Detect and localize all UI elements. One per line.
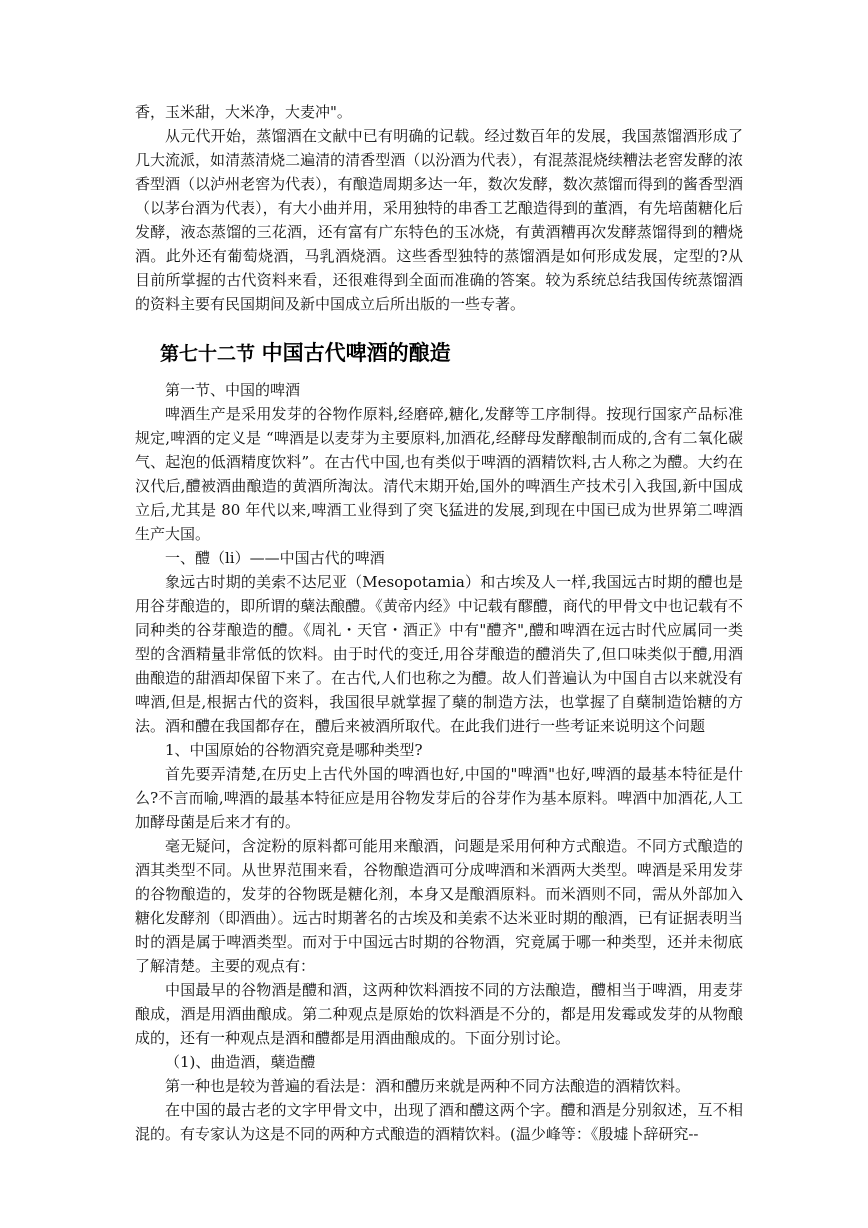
subsection-heading-1: 第一节、中国的啤酒	[165, 381, 301, 399]
question-heading-1: 1、中国原始的谷物酒究竟是哪种类型?	[165, 741, 423, 759]
distilled-liquor-section	[135, 124, 743, 316]
section-number: 第七十二节	[160, 343, 256, 365]
paragraph-beer-definition: 啤酒生产是采用发芽的谷物作原料,经磨碎,糖化,发酵等工序制得。按现行国家产品标准规定,啤酒的定义是 “啤酒是以麦芽为主要原料,加酒花,经酵母发酵酿制而成的,含有二氧化碳气、起泡的低酒精度饮料”。在古代中国,也有类似于啤酒的酒精饮料,古人称之为醴。大约在汉代后,醴被酒曲酿造的黄酒所淘汰。清代末期开始,国外的啤酒生产技术引入我国,新中国成立后,尤其是 80 年代以来,啤酒工业得到了突飞猛进的发展,到现在中国已成为世界第二啤酒生产大国。	[135, 405, 743, 543]
question-heading-2: （1)、曲造酒，蘖造醴	[165, 1053, 316, 1071]
paragraph-viewpoints: 中国最早的谷物酒是醴和酒，这两种饮料酒按不同的方法酿造，醴相当于啤酒，用麦芽酿成，酒是用酒曲酿成。第二种观点是原始的饮料酒是不分的，都是用发霉或发芽的从物酿成的，还有一种观点是酒和醴都是用酒曲酿成的。下面分别讨论。	[135, 981, 743, 1047]
section-heading	[160, 340, 451, 367]
continued-text-line: 香，玉米甜，大米净，大麦冲"。	[135, 103, 352, 121]
intro-line	[135, 100, 743, 124]
paragraph-beer-feature: 首先要弄清楚,在历史上古代外国的啤酒也好,中国的"啤酒"也好,啤酒的最基本特征是什么?不言而喻,啤酒的最基本特征应是用谷物发芽后的谷芽作为基本原料。啤酒中加酒花,人工加酵母菌是后来才有的。	[135, 765, 743, 831]
paragraph-brewing-types: 毫无疑问，含淀粉的原料都可能用来酿酒，问题是采用何种方式酿造。不同方式酿造的酒其类型不同。从世界范围来看，谷物酿造酒可分成啤酒和米酒两大类型。啤酒是采用发芽的谷物酿造的，发芽的谷物既是糖化剂，本身又是酿酒原料。而米酒则不同，需从外部加入糖化发酵剂（即酒曲）。远古时期著名的古埃及和美索不达米亚时期的酿酒，已有证据表明当时的酒是属于啤酒类型。而对于中国远古时期的谷物酒，究竟属于哪一种类型，还并未彻底了解清楚。主要的观点有：	[135, 837, 743, 975]
section-title: 中国古代啤酒的酿造	[261, 341, 451, 365]
paragraph-yuan-dynasty: 从元代开始，蒸馏酒在文献中已有明确的记载。经过数百年的发展，我国蒸馏酒形成了几大流派，如清蒸清烧二遍清的清香型酒（以汾酒为代表），有混蒸混烧续糟法老窖发酵的浓香型酒（以泸州老窖为代表），有酿造周期多达一年，数次发酵，数次蒸馏而得到的酱香型酒（以茅台酒为代表），有大小曲并用，采用独特的串香工艺酿造得到的董酒，有先培菌糖化后发酵，液态蒸馏的三花酒，还有富有广东特色的玉冰烧，有黄酒糟再次发酵蒸馏得到的糟烧酒。此外还有葡萄烧酒，马乳酒烧酒。这些香型独特的蒸馏酒是如何形成发展，定型的?从目前所掌握的古代资料来看，还很难得到全面而准确的答案。较为系统总结我国传统蒸馏酒的资料主要有民国期间及新中国成立后所出版的一些专著。	[135, 127, 743, 313]
paragraph-ancient-li: 象远古时期的美索不达尼亚（Mesopotamia）和古埃及人一样,我国远古时期的醴也是用谷芽酿造的，即所谓的蘖法酿醴。《黄帝内经》中记载有醪醴，商代的甲骨文中也记载有不同种类的谷芽酿造的醴。《周礼・天官・酒正》中有"醴齐",醴和啤酒在远古时代应属同一类型的含酒精量非常低的饮料。由于时代的变迁,用谷芽酿造的醴消失了,但口味类似于醴,用酒曲酿造的甜酒却保留下来了。在古代,人们也称之为醴。故人们普遍认为中国自古以来就没有啤酒,但是,根据古代的资料，我国很早就掌握了蘖的制造方法，也掌握了自蘖制造饴糖的方法。酒和醴在我国都存在，醴后来被酒所取代。在此我们进行一些考证来说明这个问题	[135, 573, 743, 735]
beer-section-body	[135, 378, 743, 1146]
paragraph-common-view: 第一种也是较为普遍的看法是：酒和醴历来就是两种不同方法酿造的酒精饮料。	[165, 1077, 691, 1095]
paragraph-oracle-bones: 在中国的最古老的文字甲骨文中，出现了酒和醴这两个字。醴和酒是分别叙述，互不相混的。有专家认为这是不同的两种方式酿造的酒精饮料。(温少峰等：《殷墟卜辞研究--	[135, 1101, 743, 1143]
subsection-heading-2: 一、醴（li）——中国古代的啤酒	[165, 549, 385, 567]
